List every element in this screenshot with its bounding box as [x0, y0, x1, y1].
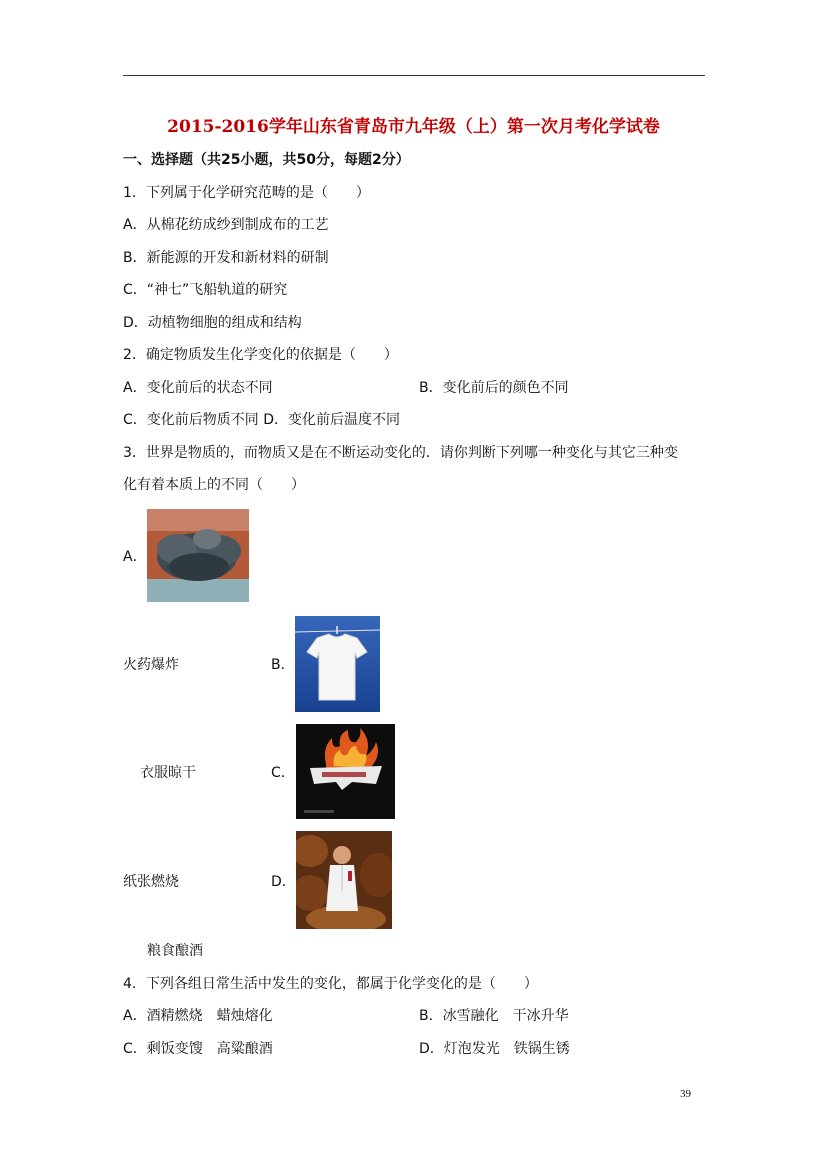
question-2-option-b: B．变化前后的颜色不同 [419, 380, 569, 396]
explosion-image [147, 509, 249, 602]
question-1-option-d: D．动植物细胞的组成和结构 [123, 315, 302, 331]
page-title: 2015-2016学年山东省青岛市九年级（上）第一次月考化学试卷 [167, 117, 660, 137]
question-3-stem-line1: 3．世界是物质的，而物质又是在不断运动变化的．请你判断下列哪一种变化与其它三种变 [123, 445, 678, 461]
question-3-option-b-label: B． [271, 657, 295, 673]
question-2-stem: 2．确定物质发生化学变化的依据是（ ） [123, 347, 398, 363]
question-4-option-c: C．剩饭变馊 高粱酿酒 [123, 1041, 273, 1057]
question-1-stem: 1．下列属于化学研究范畴的是（ ） [123, 185, 370, 201]
question-3-option-a-caption: 火药爆炸 [123, 657, 179, 673]
question-3-stem-line2: 化有着本质上的不同（ ） [123, 477, 305, 493]
question-1-option-c: C．“神七”飞船轨道的研究 [123, 282, 288, 298]
question-2-option-a: A．变化前后的状态不同 [123, 380, 273, 396]
page-number: 39 [680, 1088, 691, 1100]
section-heading: 一、选择题（共25小题，共50分，每题2分） [123, 152, 410, 168]
question-1-option-b: B．新能源的开发和新材料的研制 [123, 250, 329, 266]
question-4-option-b: B．冰雪融化 干冰升华 [419, 1008, 569, 1024]
question-3-option-c-caption: 纸张燃烧 [123, 874, 179, 890]
burning-paper-image [296, 724, 395, 819]
question-3-option-c-label: C． [271, 765, 295, 781]
winery-image [296, 831, 392, 929]
question-3-option-d-label: D． [271, 874, 296, 890]
question-1-option-a: A．从棉花纺成纱到制成布的工艺 [123, 217, 329, 233]
question-3-option-b-caption: 衣服晾干 [140, 765, 196, 781]
tshirt-image [295, 616, 380, 712]
question-4-stem: 4．下列各组日常生活中发生的变化，都属于化学变化的是（ ） [123, 976, 538, 992]
question-4-option-a: A．酒精燃烧 蜡烛熔化 [123, 1008, 273, 1024]
question-3-option-d-caption: 粮食酿酒 [147, 943, 203, 959]
question-4-option-d: D．灯泡发光 铁锅生锈 [419, 1041, 570, 1057]
header-rule [123, 75, 705, 76]
question-2-option-cd: C．变化前后物质不同 D．变化前后温度不同 [123, 412, 401, 428]
question-3-option-a-label: A． [123, 549, 147, 565]
